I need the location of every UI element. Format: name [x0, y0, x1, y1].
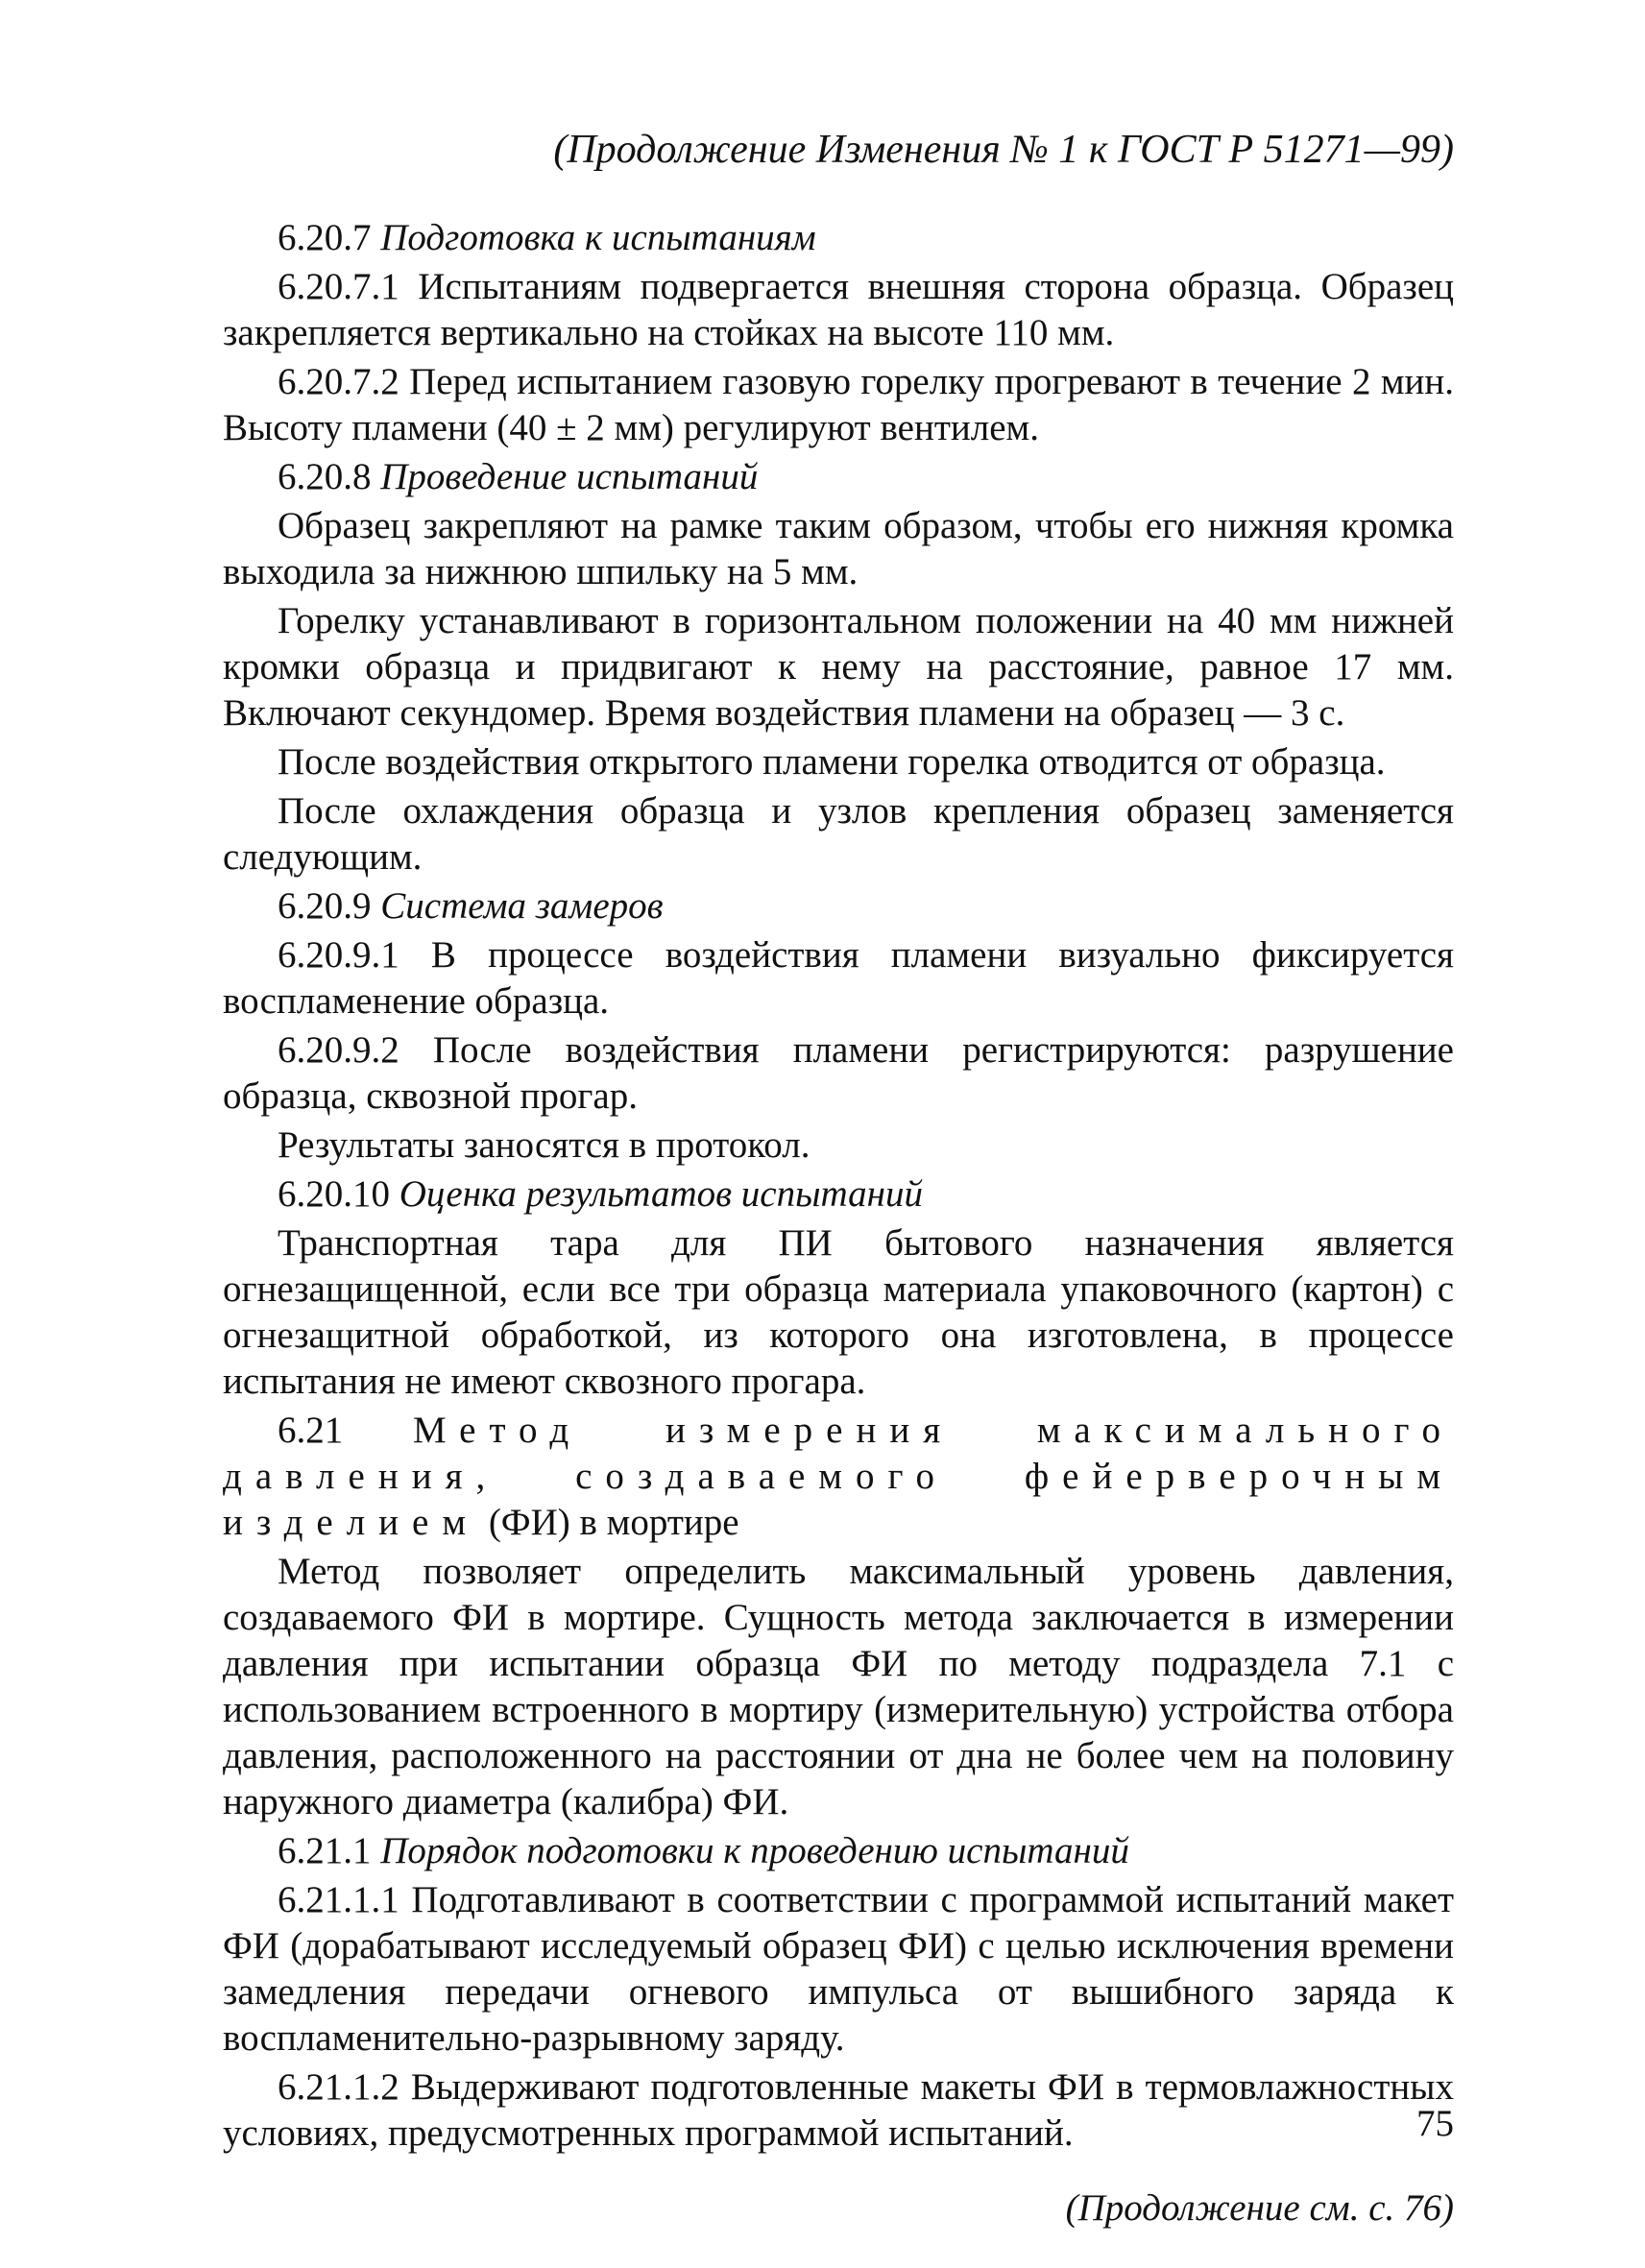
- heading-6-20-10: 6.20.10 Оценка результатов испытаний: [278, 1173, 924, 1215]
- page-number: 75: [1416, 2103, 1454, 2144]
- paragraph: После воздействия открытого пламени горелка отводится от образца.: [278, 741, 1386, 783]
- heading-6-21-1: 6.21.1 Порядок подготовки к проведению испытаний: [278, 1830, 1129, 1871]
- paragraph: 6.21.1.1 Подготавливают в соответствии с программой испытаний макет ФИ (дорабатывают исследуемый образец ФИ) с целью исключения времени замедления передачи огневого импульса от вышибного заряда к воспламенительно-разрывному заряду.: [223, 1879, 1454, 2059]
- paragraph: Результаты заносятся в протокол.: [278, 1124, 810, 1166]
- paragraph: После охлаждения образца и узлов крепления образец заменяется следующим.: [223, 790, 1454, 878]
- paragraph: 6.20.7.1 Испытаниям подвергается внешняя сторона образца. Образец закрепляется вертикально на стойках на высоте 110 мм.: [223, 266, 1454, 353]
- paragraph: Образец закрепляют на рамке таким образом, чтобы его нижняя кромка выходила за нижнюю шпильку на 5 мм.: [223, 505, 1454, 592]
- paragraph-list-1: [223, 215, 1454, 1405]
- section-heading-6-21: 6.21 Метод измерения максимального давления, создаваемого фейерверочным изделием (ФИ) в мортире: [223, 1410, 1454, 1543]
- paragraph: Метод позволяет определить максимальный уровень давления, создаваемого ФИ в мортире. Сущность метода заключается в измерении давления при испытании образца ФИ по методу подраздела 7.1 с использованием встроенного в мортиру (измерительную) устройства отбора давления, расположенного на расстоянии от дна не более чем на половину наружного диаметра (калибра) ФИ.: [223, 1551, 1454, 1822]
- heading-6-20-8: 6.20.8 Проведение испытаний: [278, 456, 759, 497]
- paragraph: 6.20.9.1 В процессе воздействия пламени визуально фиксируется воспламенение образца.: [223, 934, 1454, 1022]
- heading-6-20-7: 6.20.7 Подготовка к испытаниям: [278, 217, 816, 258]
- paragraph-list-2: [223, 1549, 1454, 2157]
- page-header: (Продолжение Изменения № 1 к ГОСТ Р 51271—99): [553, 128, 1454, 172]
- document-page: [223, 123, 1454, 2232]
- continuation-note: (Продолжение см. с. 76): [1065, 2187, 1454, 2229]
- paragraph: Транспортная тара для ПИ бытового назначения является огнезащищенной, если все три образца материала упаковочного (картон) с огнезащитной обработкой, из которого она изготовлена, в процессе испытания не имеют сквозного прогара.: [223, 1222, 1454, 1402]
- section-title-spaced: Метод измерения максимального давления, создаваемого фейерверочным изделием: [223, 1410, 1454, 1543]
- section-title-tail: (ФИ) в мортире: [488, 1502, 739, 1543]
- paragraph: 6.20.7.2 Перед испытанием газовую горелку прогревают в течение 2 мин. Высоту пламени (40 ± 2 мм) регулируют вентилем.: [223, 361, 1454, 448]
- heading-6-20-9: 6.20.9 Система замеров: [278, 885, 664, 927]
- paragraph: Горелку устанавливают в горизонтальном положении на 40 мм нижней кромки образца и придвигают к нему на расстояние, равное 17 мм. Включают секундомер. Время воздействия пламени на образец — 3 с.: [223, 600, 1454, 734]
- paragraph: 6.21.1.2 Выдерживают подготовленные макеты ФИ в термовлажностных условиях, предусмотренных программой испытаний.: [223, 2066, 1454, 2154]
- paragraph: 6.20.9.2 После воздействия пламени регистрируются: разрушение образца, сквозной прогар.: [223, 1029, 1454, 1117]
